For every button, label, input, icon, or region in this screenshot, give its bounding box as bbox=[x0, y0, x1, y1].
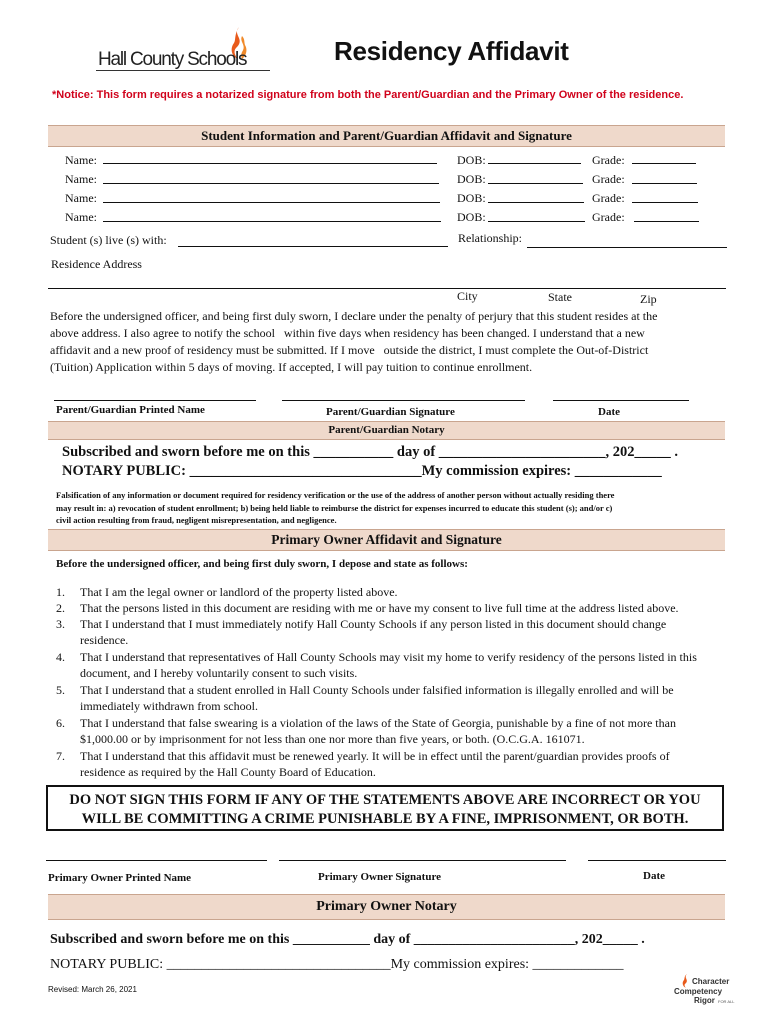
oath-line: affidavit and a new proof of residency must be submitted. If I move outside the district, I must complete the Out-of-District bbox=[50, 343, 649, 357]
falsification-line: may result in: a) revocation of student enrollment; b) being held liable to reimburse the district for expenses incurred to educate this student (s); and/or c) bbox=[56, 502, 613, 513]
grade-field[interactable] bbox=[632, 169, 697, 184]
section-title-owner: Primary Owner Affidavit and Signature bbox=[271, 532, 502, 547]
oath-paragraph bbox=[50, 308, 657, 376]
list-text: That I understand that false swearing is a violation of the laws of the State of Georgia, punishable by a fine of not more than $1,000.00 or by imprisonment for not less than one nor more than five years, or both. (O.C.G.A. 161071. bbox=[80, 716, 676, 746]
owner-signature-label: Primary Owner Signature bbox=[318, 871, 442, 883]
name-label: Name: bbox=[65, 172, 97, 186]
badge-competency: Competency bbox=[674, 987, 723, 996]
flame-badge-icon bbox=[682, 974, 692, 988]
name-field[interactable] bbox=[103, 207, 441, 222]
list-text: That I am the legal owner or landlord of the property listed above. bbox=[80, 585, 398, 599]
grade-label: Grade: bbox=[592, 191, 625, 205]
lives-with-field[interactable] bbox=[178, 232, 448, 247]
badge-rigor: Rigor bbox=[694, 996, 715, 1005]
owner-printed-name-field[interactable] bbox=[46, 848, 267, 861]
grade-label: Grade: bbox=[592, 210, 625, 224]
relationship-field[interactable] bbox=[527, 233, 727, 248]
badge-for-all: FOR ALL bbox=[718, 999, 735, 1004]
warning-box bbox=[46, 785, 724, 831]
list-number: 1. bbox=[56, 585, 65, 599]
guardian-date-field[interactable] bbox=[553, 388, 689, 401]
dob-label: DOB: bbox=[457, 153, 486, 167]
section-title-student: Student Information and Parent/Guardian Affidavit and Signature bbox=[201, 128, 572, 143]
guardian-printed-name-field[interactable] bbox=[54, 388, 256, 401]
guardian-signature-label: Parent/Guardian Signature bbox=[326, 406, 455, 418]
owner-sworn-line: Subscribed and sworn before me on this ___________ day of _______________________, 202_____ . bbox=[50, 932, 645, 947]
guardian-date-label: Date bbox=[598, 406, 620, 418]
section-title-guardian-notary: Parent/Guardian Notary bbox=[328, 424, 445, 436]
warning-text: DO NOT SIGN THIS FORM IF ANY OF THE STATEMENTS ABOVE ARE INCORRECT OR YOU WILL BE COMMITTING A CRIME PUNISHABLE BY A FINE, IMPRISONMENT, OR BOTH. bbox=[69, 792, 701, 827]
grade-label: Grade: bbox=[592, 172, 625, 186]
list-number: 3. bbox=[56, 617, 65, 631]
section-title-owner-notary: Primary Owner Notary bbox=[316, 899, 457, 914]
list-number: 6. bbox=[56, 716, 65, 730]
dob-label: DOB: bbox=[457, 210, 486, 224]
falsification-notice bbox=[56, 489, 614, 527]
grade-label: Grade: bbox=[592, 153, 625, 167]
owner-date-field[interactable] bbox=[588, 848, 726, 861]
grade-field[interactable] bbox=[632, 150, 696, 164]
name-field[interactable] bbox=[103, 169, 439, 184]
section-band-student bbox=[48, 125, 725, 147]
dob-label: DOB: bbox=[457, 191, 486, 205]
falsification-line: Falsification of any information or document required for residency verification or the use of the address of another person without actually residing there bbox=[56, 490, 615, 500]
section-band-guardian-notary bbox=[48, 421, 725, 440]
lives-with-label: Student (s) live (s) with: bbox=[50, 233, 167, 247]
owner-notary-line: NOTARY PUBLIC: ________________________________My commission expires: _____________ bbox=[50, 957, 624, 972]
list-text: That I understand that a student enrolled in Hall County Schools under falsified information is illegally enrolled and will be immediately withdrawn from school. bbox=[80, 683, 674, 713]
owner-printed-name-label: Primary Owner Printed Name bbox=[48, 872, 192, 884]
list-text: That I understand that representatives of Hall County Schools may visit my home to verify residency of the persons listed in this document, and I hereby voluntarily consent to such visits. bbox=[80, 650, 697, 680]
guardian-printed-name-label: Parent/Guardian Printed Name bbox=[56, 404, 205, 416]
list-number: 7. bbox=[56, 749, 65, 763]
name-label: Name: bbox=[65, 153, 97, 167]
oath-line: (Tuition) Application within 5 days of moving. If accepted, I will pay tuition to continue enrollment. bbox=[50, 360, 533, 374]
guardian-sworn-line: Subscribed and sworn before me on this ___________ day of _______________________, 202_____ . bbox=[62, 444, 679, 460]
oath-line: Before the undersigned officer, and being first duly sworn, I declare under the penalty of perjury that this student resides at the bbox=[50, 309, 658, 323]
section-band-owner-notary bbox=[48, 894, 725, 920]
owner-intro: Before the undersigned officer, and being first duly sworn, I depose and state as follows: bbox=[56, 558, 468, 570]
page-title: Residency Affidavit bbox=[334, 36, 569, 66]
name-label: Name: bbox=[65, 191, 97, 205]
name-field[interactable] bbox=[103, 150, 437, 164]
dob-field[interactable] bbox=[488, 188, 584, 203]
zip-label: Zip bbox=[640, 292, 657, 306]
oath-line: above address. I also agree to notify the school within five days when residency has been changed. I understand that a new bbox=[50, 326, 645, 340]
badge-character: Character bbox=[692, 977, 730, 986]
revised-date: Revised: March 26, 2021 bbox=[48, 985, 137, 994]
grade-field[interactable] bbox=[634, 207, 699, 222]
logo-text: Hall County Schools bbox=[98, 49, 247, 70]
falsification-line: civil action resulting from fraud, negligent misrepresentation, and negligence. bbox=[56, 515, 337, 525]
guardian-signature-field[interactable] bbox=[282, 388, 525, 401]
residence-address-field[interactable] bbox=[48, 274, 726, 289]
list-text: That the persons listed in this document are residing with me or have my consent to live full time at the address listed above. bbox=[80, 601, 679, 615]
city-label: City bbox=[457, 289, 478, 303]
section-band-owner bbox=[48, 529, 725, 551]
guardian-notary-line: NOTARY PUBLIC: ________________________________My commission expires: ____________ bbox=[62, 463, 662, 479]
owner-signature-field[interactable] bbox=[279, 848, 566, 861]
list-number: 2. bbox=[56, 601, 65, 615]
owner-date-label: Date bbox=[643, 870, 665, 882]
logo-underline bbox=[96, 70, 270, 71]
dob-field[interactable] bbox=[488, 150, 581, 164]
name-label: Name: bbox=[65, 210, 97, 224]
name-field[interactable] bbox=[103, 188, 440, 203]
notice-text: *Notice: This form requires a notarized signature from both the Parent/Guardian and the Primary Owner of the residence. bbox=[52, 89, 684, 101]
dob-field[interactable] bbox=[488, 207, 585, 222]
list-text: That I understand that this affidavit must be renewed yearly. It will be in effect until the parent/guardian provides proofs of residence as required by the Hall County Board of Education. bbox=[80, 749, 670, 779]
dob-label: DOB: bbox=[457, 172, 486, 186]
list-number: 4. bbox=[56, 650, 65, 664]
grade-field[interactable] bbox=[632, 188, 698, 203]
list-number: 5. bbox=[56, 683, 65, 697]
relationship-label: Relationship: bbox=[458, 231, 522, 245]
state-label: State bbox=[548, 290, 572, 304]
list-text: That I understand that I must immediately notify Hall County Schools if any person listed in this document should change residence. bbox=[80, 617, 667, 647]
dob-field[interactable] bbox=[488, 169, 583, 184]
logo bbox=[96, 26, 276, 74]
character-competency-rigor-logo bbox=[672, 974, 752, 1008]
residence-address-label: Residence Address bbox=[51, 257, 142, 271]
